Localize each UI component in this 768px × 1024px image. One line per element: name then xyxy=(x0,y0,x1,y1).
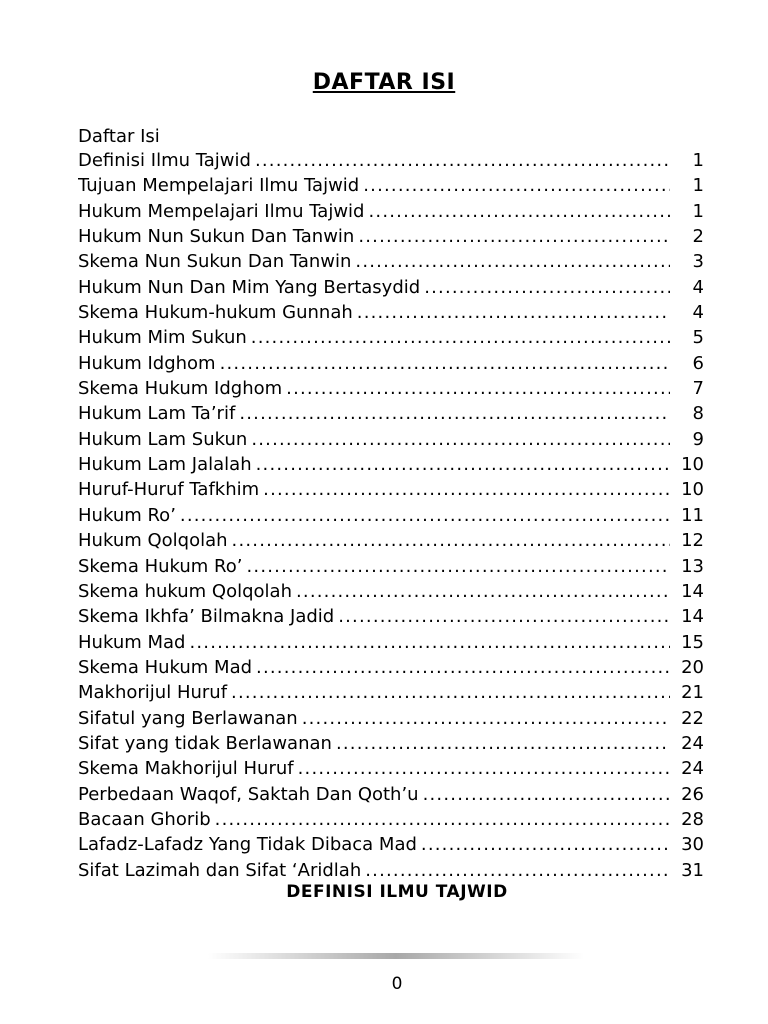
toc-entry-page: 15 xyxy=(681,631,704,653)
dot-leader xyxy=(338,604,670,629)
toc-entry[interactable] xyxy=(78,275,704,300)
toc-entry-page: 10 xyxy=(681,479,704,501)
toc-entry-label: Skema hukum Qolqolah xyxy=(78,580,292,602)
toc-entry[interactable] xyxy=(78,325,704,350)
toc-entry[interactable] xyxy=(78,452,704,477)
toc-entry[interactable] xyxy=(78,401,704,426)
dot-leader xyxy=(298,756,670,781)
toc-entry[interactable] xyxy=(78,199,704,224)
toc-heading: Daftar Isi xyxy=(78,126,160,147)
toc-entry[interactable] xyxy=(78,731,704,756)
toc-entry[interactable] xyxy=(78,706,704,731)
toc-entry[interactable] xyxy=(78,376,704,401)
toc-entry-label: Hukum Nun Sukun Dan Tanwin xyxy=(78,226,355,248)
section-heading: DEFINISI ILMU TAJWID xyxy=(286,882,508,902)
table-of-contents xyxy=(78,148,704,883)
toc-entry-page: 24 xyxy=(681,758,704,780)
dot-leader xyxy=(231,680,670,705)
toc-entry[interactable] xyxy=(78,579,704,604)
toc-entry-page: 1 xyxy=(692,200,704,222)
toc-entry-label: Bacaan Ghorib xyxy=(78,808,211,830)
toc-entry-label: Huruf-Huruf Tafkhim xyxy=(78,479,260,501)
toc-entry-page: 2 xyxy=(692,226,704,248)
toc-entry-page: 12 xyxy=(681,530,704,552)
dot-leader xyxy=(220,351,670,376)
toc-entry-label: Hukum Qolqolah xyxy=(78,530,228,552)
toc-entry[interactable] xyxy=(78,680,704,705)
toc-entry-page: 6 xyxy=(692,352,704,374)
toc-entry-page: 9 xyxy=(692,428,704,450)
dot-leader xyxy=(421,832,670,857)
toc-entry-label: Definisi Ilmu Tajwid xyxy=(78,150,251,171)
toc-entry-page: 10 xyxy=(681,454,704,476)
dot-leader xyxy=(357,300,670,325)
toc-entry-label: Sifat Lazimah dan Sifat ‘Aridlah xyxy=(78,859,362,881)
toc-entry-label: Lafadz-Lafadz Yang Tidak Dibaca Mad xyxy=(78,834,417,856)
dot-leader xyxy=(251,325,670,350)
toc-entry-page: 14 xyxy=(681,606,704,628)
toc-entry-label: Hukum Mad xyxy=(78,631,186,653)
dot-leader xyxy=(368,199,670,224)
toc-entry-page: 4 xyxy=(692,276,704,298)
toc-entry-label: Skema Nun Sukun Dan Tanwin xyxy=(78,251,352,273)
toc-entry-label: Hukum Mempelajari Ilmu Tajwid xyxy=(78,200,365,222)
toc-entry-page: 14 xyxy=(681,580,704,602)
dot-leader xyxy=(251,427,670,452)
dot-leader xyxy=(255,148,670,173)
toc-entry-page: 1 xyxy=(692,150,704,171)
toc-entry-label: Hukum Ro’ xyxy=(78,504,176,526)
toc-entry-label: Skema Hukum Idghom xyxy=(78,378,283,400)
toc-entry[interactable] xyxy=(78,351,704,376)
toc-entry-page: 24 xyxy=(681,732,704,754)
toc-entry[interactable] xyxy=(78,782,704,807)
dot-leader xyxy=(355,249,670,274)
dot-leader xyxy=(358,224,670,249)
toc-entry-label: Perbedaan Waqof, Saktah Dan Qoth’u xyxy=(78,783,419,805)
toc-entry-page: 22 xyxy=(681,707,704,729)
toc-entry-label: Hukum Lam Ta’rif xyxy=(78,403,236,425)
toc-entry[interactable] xyxy=(78,554,704,579)
toc-entry[interactable] xyxy=(78,477,704,502)
toc-entry-page: 4 xyxy=(692,302,704,324)
toc-entry-page: 20 xyxy=(681,656,704,678)
toc-entry-page: 13 xyxy=(681,555,704,577)
dot-leader xyxy=(286,376,670,401)
toc-entry-page: 30 xyxy=(681,834,704,856)
dot-leader xyxy=(296,579,670,604)
document-title: DAFTAR ISI xyxy=(312,70,456,95)
toc-entry-page: 11 xyxy=(681,504,704,526)
toc-entry[interactable] xyxy=(78,630,704,655)
toc-entry-label: Makhorijul Huruf xyxy=(78,682,228,704)
toc-entry[interactable] xyxy=(78,832,704,857)
toc-entry-label: Hukum Mim Sukun xyxy=(78,327,247,349)
dot-leader xyxy=(363,173,670,198)
toc-entry-page: 7 xyxy=(692,378,704,400)
footer-divider xyxy=(208,953,584,959)
toc-entry[interactable] xyxy=(78,756,704,781)
dot-leader xyxy=(424,275,670,300)
dot-leader xyxy=(263,477,670,502)
toc-entry-label: Skema Makhorijul Huruf xyxy=(78,758,294,780)
toc-entry-page: 26 xyxy=(681,783,704,805)
toc-entry[interactable] xyxy=(78,807,704,832)
dot-leader xyxy=(180,503,670,528)
toc-entry-page: 1 xyxy=(692,175,704,197)
toc-entry[interactable] xyxy=(78,528,704,553)
toc-entry-label: Skema Ikhfa’ Bilmakna Jadid xyxy=(78,606,335,628)
dot-leader xyxy=(423,782,670,807)
toc-entry-label: Hukum Nun Dan Mim Yang Bertasydid xyxy=(78,276,421,298)
dot-leader xyxy=(336,731,670,756)
toc-entry[interactable] xyxy=(78,300,704,325)
dot-leader xyxy=(365,858,670,883)
toc-entry[interactable] xyxy=(78,173,704,198)
toc-entry[interactable] xyxy=(78,858,704,883)
dot-leader xyxy=(302,706,670,731)
toc-entry-page: 21 xyxy=(681,682,704,704)
toc-entry[interactable] xyxy=(78,604,704,629)
toc-entry[interactable] xyxy=(78,224,704,249)
toc-entry[interactable] xyxy=(78,427,704,452)
toc-entry[interactable] xyxy=(78,503,704,528)
toc-entry-label: Tujuan Mempelajari Ilmu Tajwid xyxy=(78,175,360,197)
toc-entry-page: 8 xyxy=(692,403,704,425)
dot-leader xyxy=(256,452,670,477)
dot-leader xyxy=(256,655,670,680)
toc-entry-label: Hukum Lam Sukun xyxy=(78,428,248,450)
dot-leader xyxy=(239,401,670,426)
toc-entry-page: 31 xyxy=(681,859,704,881)
toc-entry[interactable] xyxy=(78,249,704,274)
toc-entry-label: Skema Hukum Ro’ xyxy=(78,555,243,577)
page-number: 0 xyxy=(391,974,403,994)
dot-leader xyxy=(232,528,670,553)
dot-leader xyxy=(215,807,670,832)
toc-entry-page: 28 xyxy=(681,808,704,830)
dot-leader xyxy=(246,554,670,579)
toc-entry-label: Hukum Lam Jalalah xyxy=(78,454,252,476)
toc-entry-label: Skema Hukum Mad xyxy=(78,656,253,678)
toc-entry-label: Skema Hukum-hukum Gunnah xyxy=(78,302,353,324)
toc-entry-page: 3 xyxy=(692,251,704,273)
toc-entry[interactable] xyxy=(78,655,704,680)
toc-entry-page: 5 xyxy=(692,327,704,349)
dot-leader xyxy=(189,630,670,655)
toc-entry-label: Sifat yang tidak Berlawanan xyxy=(78,732,332,754)
toc-entry[interactable] xyxy=(78,148,704,173)
toc-entry-label: Sifatul yang Berlawanan xyxy=(78,707,298,729)
toc-entry-label: Hukum Idghom xyxy=(78,352,216,374)
